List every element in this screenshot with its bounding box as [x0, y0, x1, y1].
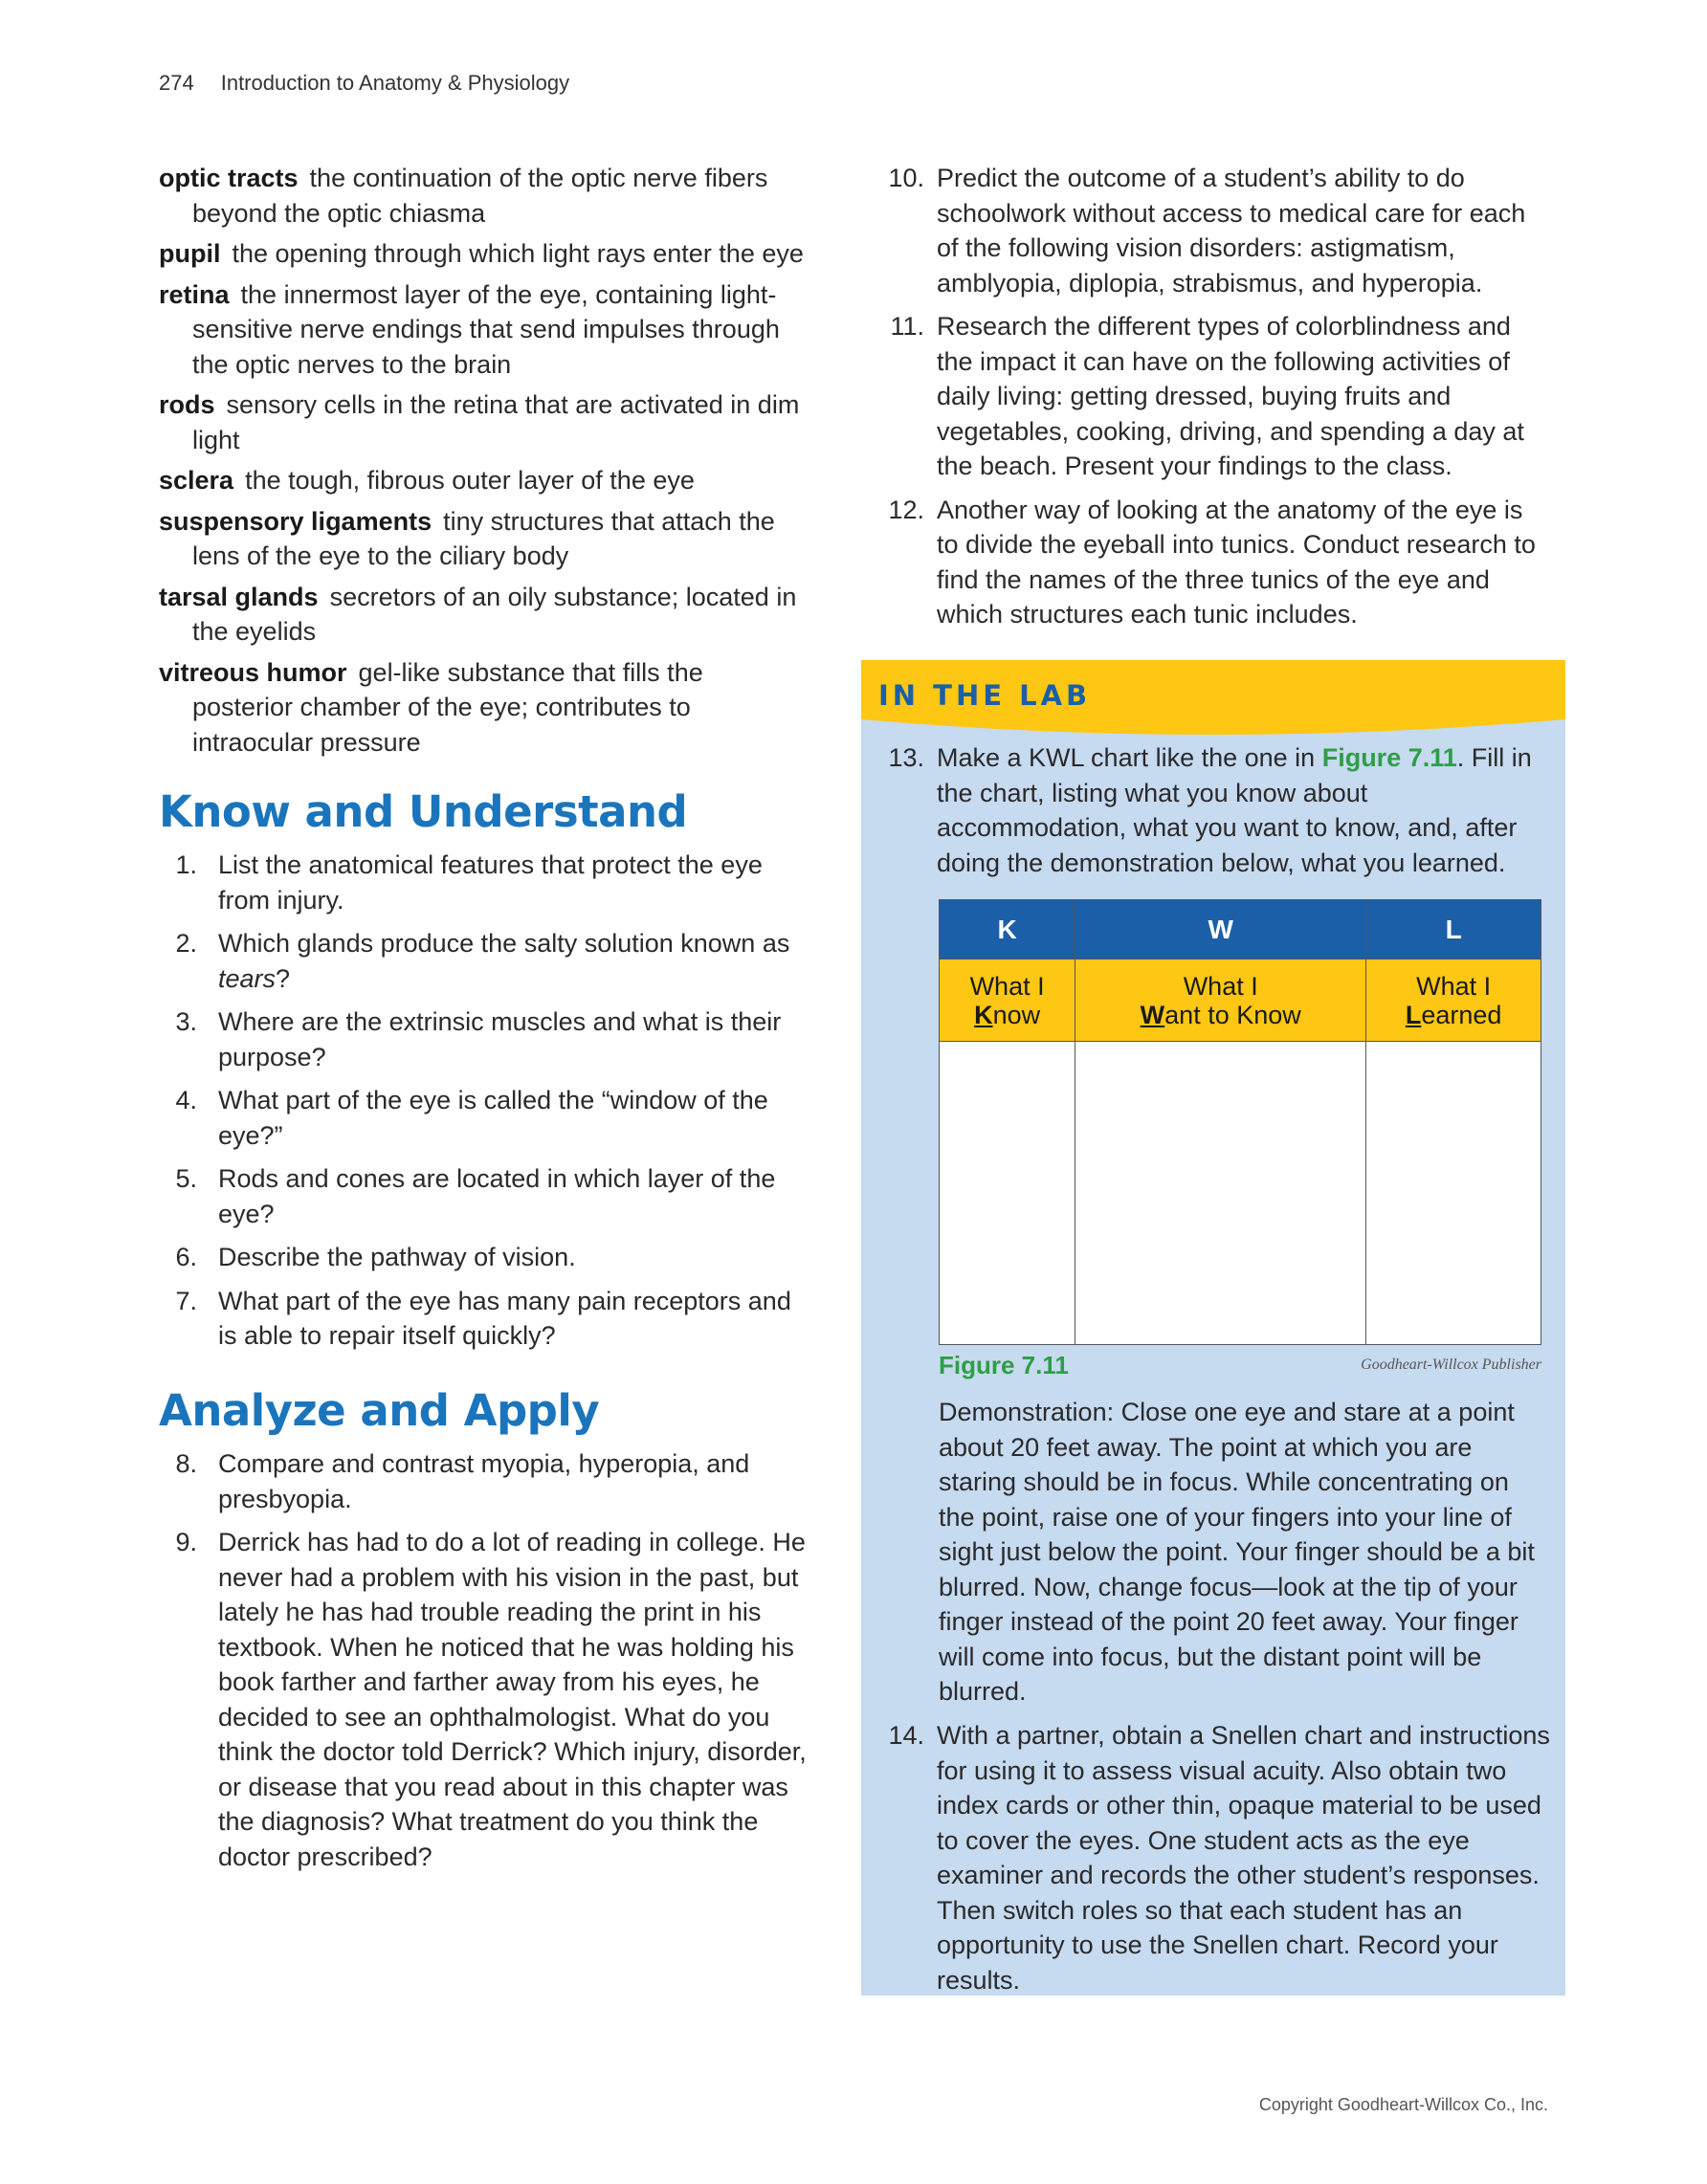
- kwl-key-letter: L: [1405, 1000, 1422, 1029]
- question-item: [880, 1718, 1550, 1997]
- question-number: 6.: [175, 1243, 197, 1271]
- glossary-term: retina: [159, 279, 230, 309]
- figure-caption: [939, 1351, 1541, 1379]
- question-italic-term: tears: [218, 963, 277, 993]
- book-title: Introduction to Anatomy & Physiology: [220, 71, 570, 95]
- question-number: 11.: [890, 312, 924, 341]
- kwl-sub-rest: now: [992, 1000, 1041, 1029]
- question-item: [159, 1446, 809, 1516]
- kwl-subheader-row: [940, 960, 1541, 1042]
- glossary-entry: [159, 277, 809, 383]
- know-understand-questions: [159, 848, 809, 1362]
- figure-reference: Figure 7.11: [1321, 743, 1457, 772]
- question-number: 7.: [175, 1286, 197, 1315]
- question-text: What part of the eye has many pain receptors and is able to repair itself quickly?: [218, 1286, 791, 1350]
- glossary-term: vitreous humor: [159, 657, 347, 687]
- question-item: [159, 1083, 809, 1153]
- question-item: [880, 309, 1550, 484]
- question-number: 12.: [888, 495, 924, 524]
- glossary-entry: [159, 387, 809, 457]
- question-number: 1.: [175, 850, 197, 879]
- question-number: 3.: [175, 1007, 197, 1036]
- kwl-chart: [939, 899, 1541, 1345]
- question-text-end: . Fill in the chart, listing what you know about accommodation, what you want to know, and, after doing the demonstration below, what you learned.: [937, 743, 1532, 877]
- question-text: Predict the outcome of a student’s ability to do schoolwork without access to medical care for each of the following vision disorders: astigmatism, amblyopia, diplopia, strabismus, and hyperopia.: [937, 164, 1526, 298]
- glossary-entry: [159, 463, 809, 498]
- kwl-sub-learned: [1366, 960, 1541, 1042]
- question-number: 14.: [888, 1721, 924, 1750]
- question-text: Rods and cones are located in which layer of the eye?: [218, 1164, 776, 1228]
- glossary-term: rods: [159, 390, 215, 419]
- question-text: What part of the eye is called the “window of the eye?”: [218, 1086, 768, 1150]
- kwl-sub-rest: earned: [1421, 1000, 1502, 1029]
- running-header: [159, 71, 569, 96]
- glossary-definition: the innermost layer of the eye, containing light-sensitive nerve endings that send impulses through the optic nerves to the brain: [192, 279, 780, 379]
- question-text: Another way of looking at the anatomy of the eye is to divide the eyeball into tunics. Conduct research to find the names of the three tunics of the eye and which structures each tunic includes.: [937, 495, 1536, 629]
- glossary-definition: the tough, fibrous outer layer of the eye: [245, 466, 695, 495]
- question-number: 4.: [175, 1086, 197, 1114]
- question-text: Describe the pathway of vision.: [218, 1243, 576, 1271]
- question-number: 10.: [888, 164, 924, 192]
- question-item: [880, 740, 1550, 880]
- question-item: [159, 1004, 809, 1074]
- glossary-definition: tiny structures that attach the lens of the eye to the ciliary body: [192, 506, 775, 570]
- glossary-definition: sensory cells in the retina that are activated in dim light: [192, 390, 800, 454]
- kwl-blank-row: [940, 1042, 1541, 1345]
- kwl-header-row: [940, 900, 1541, 960]
- kwl-sub-rest: ant to Know: [1164, 1000, 1301, 1029]
- glossary-definition: gel-like substance that fills the posterior chamber of the eye; contributes to intraocular pressure: [192, 657, 703, 757]
- question-number: 2.: [175, 929, 197, 958]
- question-text: Compare and contrast myopia, hyperopia, and presbyopia.: [218, 1449, 750, 1513]
- glossary-definition: secretors of an oily substance; located in the eyelids: [192, 582, 797, 646]
- question-item: [880, 161, 1550, 300]
- glossary-term: sclera: [159, 466, 234, 495]
- question-text: Derrick has had to do a lot of reading in college. He never had a problem with his vision in the past, but lately he has had trouble reading the print in his textbook. When he noticed that he was holding his book farther and farther away from his eyes, he decided to see an ophthalmologist. What do you think the doctor told Derrick? Which injury, disorder, or disease that you read about in this chapter was the diagnosis? What treatment do you think the doctor prescribed?: [218, 1528, 807, 1871]
- question-text-end: ?: [276, 963, 291, 993]
- question-text: Make a KWL chart like the one in: [937, 743, 1322, 772]
- glossary-term: optic tracts: [159, 164, 299, 192]
- question-text: Research the different types of colorblindness and the impact it can have on the following activities of daily living: getting dressed, buying fruits and vegetables, cooking, driving, and spending a day at the beach. Present your findings to the class.: [937, 312, 1524, 480]
- glossary-term: pupil: [159, 239, 221, 268]
- kwl-sub-know: [940, 960, 1075, 1042]
- question-text: With a partner, obtain a Snellen chart and instructions for using it to assess visual acuity. Also obtain two index cards or other thin, opaque material to be used to cover the eyes. One student acts as the eye examiner and records the other student’s responses. Then switch roles so that each student has an opportunity to use the Snellen chart. Record your results.: [937, 1721, 1550, 1995]
- glossary-entry: [159, 236, 809, 272]
- analyze-apply-heading: Analyze and Apply: [159, 1385, 600, 1436]
- glossary-definition: the continuation of the optic nerve fibers beyond the optic chiasma: [192, 164, 768, 228]
- glossary-entry: [159, 161, 809, 231]
- lab-title: IN THE LAB: [878, 679, 1092, 712]
- question-item: [159, 1525, 809, 1874]
- know-understand-heading: Know and Understand: [159, 786, 688, 837]
- question-number: 5.: [175, 1164, 197, 1193]
- question-text: Which glands produce the salty solution known as: [218, 929, 790, 958]
- lab-question-14: [880, 1718, 1550, 2006]
- question-text: Where are the extrinsic muscles and what is their purpose?: [218, 1007, 782, 1071]
- kwl-header-k: K: [940, 900, 1075, 960]
- glossary-entry: [159, 504, 809, 574]
- glossary-term: suspensory ligaments: [159, 506, 432, 536]
- question-number: 13.: [888, 743, 924, 772]
- question-item: [159, 1161, 809, 1231]
- figure-label: Figure 7.11: [939, 1351, 1069, 1379]
- copyright-notice: Copyright Goodheart-Willcox Co., Inc.: [1258, 2095, 1548, 2114]
- question-item: [880, 493, 1550, 632]
- question-number: 9.: [175, 1528, 197, 1556]
- analyze-apply-questions-continued: [880, 161, 1550, 641]
- figure-credit: Goodheart-Willcox Publisher: [1361, 1357, 1541, 1373]
- glossary-entry: [159, 655, 809, 761]
- question-text: List the anatomical features that protect the eye from injury.: [218, 850, 763, 915]
- question-item: [159, 1284, 809, 1354]
- kwl-key-letter: W: [1140, 1000, 1165, 1029]
- glossary-term: tarsal glands: [159, 582, 319, 611]
- glossary-entry: [159, 580, 809, 650]
- kwl-sub-want: [1075, 960, 1366, 1042]
- question-item: [159, 848, 809, 917]
- lab-question-13: [880, 740, 1550, 890]
- page-number: 274: [159, 71, 194, 95]
- kwl-header-w: W: [1075, 900, 1366, 960]
- glossary-definition: the opening through which light rays enter the eye: [232, 239, 804, 268]
- kwl-sub-line: What I: [1183, 971, 1258, 1001]
- question-item: [159, 1240, 809, 1275]
- analyze-apply-questions: [159, 1446, 809, 1883]
- kwl-blank-cell: [1075, 1042, 1366, 1345]
- question-number: 8.: [175, 1449, 197, 1478]
- kwl-sub-line: What I: [969, 971, 1045, 1001]
- kwl-key-letter: K: [974, 1000, 993, 1029]
- kwl-header-l: L: [1366, 900, 1541, 960]
- kwl-blank-cell: [1366, 1042, 1541, 1345]
- in-the-lab-box: [861, 660, 1565, 1996]
- glossary-list: [159, 161, 809, 765]
- question-item: [159, 926, 809, 996]
- demonstration-text: Demonstration: Close one eye and stare at a point about 20 feet away. The point at which you are staring should be in focus. While concentrating on the point, raise one of your fingers into your line of sight just below the point. Your finger should be a bit blurred. Now, change focus—look at the tip of your finger instead of the point 20 feet away. Your finger will come into focus, but the distant point will be blurred.: [939, 1398, 1535, 1706]
- kwl-blank-cell: [940, 1042, 1075, 1345]
- kwl-sub-line: What I: [1416, 971, 1492, 1001]
